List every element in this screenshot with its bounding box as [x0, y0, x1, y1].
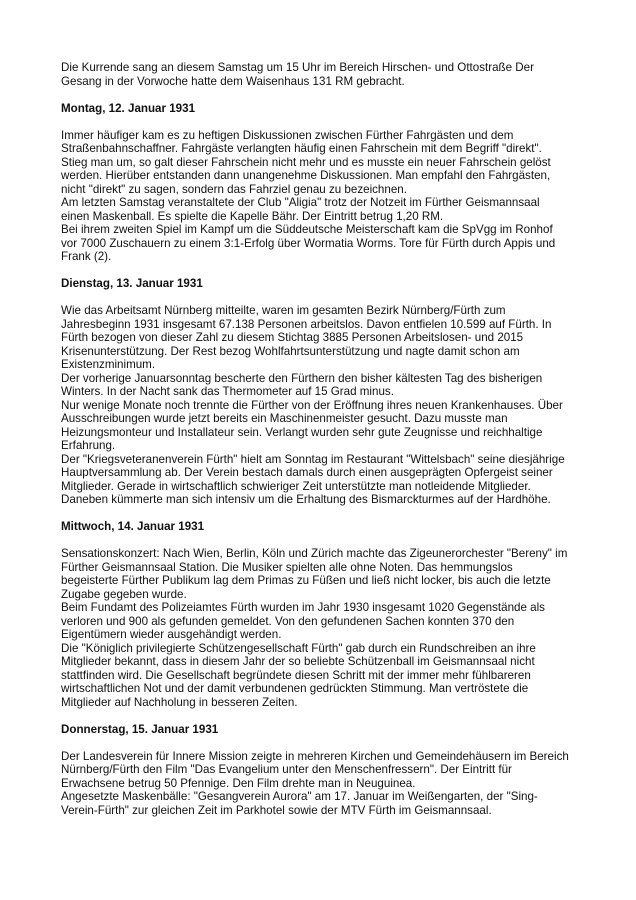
text-line: einen Maskenball. Es spielte die Kapelle Bähr. Der Eintritt betrug 1,20 RM. — [61, 209, 444, 223]
text-line: Stieg man um, so galt dieser Fahrschein nicht mehr und es musste ein neuer Fahrschein gelöst — [61, 155, 551, 169]
text-line: Gesang in der Vorwoche hatte dem Waisenhaus 131 RM gebracht. — [61, 74, 405, 88]
text-line: Mitglieder auf Nachholung in besseren Zeiten. — [61, 695, 298, 709]
text-line: Eigentümern wieder ausgehändigt werden. — [61, 628, 282, 641]
blank-line — [61, 88, 601, 102]
text-line: Ausschreibungen wurde jetzt bereits ein Maschinenmeister gesucht. Dazu musste man — [61, 412, 508, 425]
text-line: Frank (2). — [61, 250, 112, 263]
text-line: Existenzminimum. — [61, 358, 156, 371]
text-line: Erwachsene betrug 50 Pfennige. Den Film drehte man in Neuguinea. — [61, 776, 416, 790]
text-line: Heizungsmonteur und Installateur sein. Verlangt wurden sehr gute Zeugnisse und reichhaltige — [61, 425, 543, 439]
text-line: Krisenunterstützung. Der Rest bezog Wohlfahrtsunterstützung und nagte damit schon am — [61, 344, 520, 358]
text-line: Fürther Geismannsaal Station. Die Musiker spielten alle ohne Noten. Das hemmungslos — [61, 560, 513, 574]
text-line: vor 7000 Zuschauern zu einem 3:1-Erfolg über Wormatia Worms. Tore für Fürth durch Appis und — [61, 236, 556, 250]
text-line: Wie das Arbeitsamt Nürnberg mitteilte, waren im gesamten Bezirk Nürnberg/Fürth zum — [61, 304, 506, 317]
blank-line — [61, 115, 601, 129]
text-line: Der "Kriegsveteranenverein Fürth" hielt am Sonntag im Restaurant "Wittelsbach" seine diesjährige — [61, 452, 565, 466]
section-heading: Mittwoch, 14. Januar 1931 — [61, 520, 205, 533]
text-line: Die "Königlich privilegierte Schützengesellschaft Fürth" gab durch ein Rundschreiben an ihre — [61, 641, 536, 655]
blank-line — [61, 736, 601, 750]
section-heading: Montag, 12. Januar 1931 — [61, 101, 196, 115]
text-line: Beim Fundamt des Polizeiamtes Fürth wurden im Jahr 1930 insgesamt 1020 Gegenstände als — [61, 601, 545, 614]
text-line: Zugabe gegeben wurde. — [61, 587, 187, 601]
blank-line — [61, 264, 601, 278]
section-heading: Dienstag, 13. Januar 1931 — [61, 277, 203, 290]
text-line: Winters. In der Nacht sank das Thermometer auf 15 Grad minus. — [61, 385, 394, 398]
text-line: werden. Hierüber entstanden dann unangenehme Diskussionen. Man empfahl den Fahrgästen, — [61, 169, 551, 182]
blank-line — [61, 709, 601, 723]
section-heading: Donnerstag, 15. Januar 1931 — [61, 722, 219, 736]
text-line: Der Landesverein für Innere Mission zeigte in mehreren Kirchen und Gemeindehäusern im Bereich — [61, 749, 569, 763]
text-line: Erfahrung. — [61, 439, 116, 452]
text-line: Straßenbahnschaffner. Fahrgäste verlangten häufig einen Fahrschein mit dem Begriff "direkt". — [61, 142, 542, 155]
text-line: nicht "direkt" zu sagen, sondern das Fahrziel genau zu bezeichnen. — [61, 182, 407, 196]
text-line: Nur wenige Monate noch trennte die Fürther von der Eröffnung ihres neuen Krankenhauses. Über — [61, 398, 563, 412]
text-line: Nürnberg/Fürth den Film "Das Evangelium unter den Menschenfressern". Der Eintritt für — [61, 763, 512, 776]
text-line: Daneben kümmerte man sich intensiv um die Erhaltung des Bismarckturmes auf der Hardhöhe. — [61, 493, 551, 506]
text-line: wirtschaftlichen Not und der damit verbundenen gedrückten Stimmung. Man vertröstete die — [61, 682, 529, 695]
text-line: Die Kurrende sang an diesem Samstag um 15 Uhr im Bereich Hirschen- und Ottostraße Der — [61, 61, 534, 74]
text-line: Verein-Fürth" zur gleichen Zeit im Parkhotel sowie der MTV Fürth im Geismannsaal. — [61, 803, 492, 817]
text-line: Sensationskonzert: Nach Wien, Berlin, Köln und Zürich machte das Zigeunerorchester "Bereny" im — [61, 547, 568, 560]
text-line: Mitglieder bekannt, dass in diesem Jahr der so beliebte Schützenball im Geismannsaal nicht — [61, 655, 535, 668]
blank-line — [61, 291, 601, 305]
text-line: Angesetzte Maskenbälle: "Gesangverein Aurora" am 17. Januar im Weißengarten, der "Sing- — [61, 790, 538, 803]
document-page — [61, 61, 601, 817]
text-line: verloren und 900 als gefunden gemeldet. Von den gefundenen Sachen konnten 370 den — [61, 614, 515, 628]
text-line: Hauptversammlung ab. Der Verein bestach damals durch einen ausgeprägten Opfergeist seiner — [61, 466, 553, 479]
text-line: stattfinden wird. Die Gesellschaft begründete diesen Schritt mit der immer mehr fühlbareren — [61, 668, 531, 682]
text-line: Bei ihrem zweiten Spiel im Kampf um die Süddeutsche Meisterschaft kam die SpVgg im Ronhof — [61, 223, 553, 236]
blank-line — [61, 534, 601, 548]
blank-line — [61, 507, 601, 521]
text-line: Immer häufiger kam es zu heftigen Diskussionen zwischen Fürther Fahrgästen und dem — [61, 128, 514, 142]
text-line: Jahresbeginn 1931 insgesamt 67.138 Personen arbeitslos. Davon entfielen 10.599 auf Fürth. In — [61, 317, 552, 331]
text-line: Der vorherige Januarsonntag bescherte den Fürthern den bisher kältesten Tag des bisherigen — [61, 371, 543, 385]
text-line: Am letzten Samstag veranstaltete der Club "Aligia" trotz der Notzeit im Fürther Geismannsaal — [61, 196, 540, 209]
text-line: begeisterte Fürther Publikum lag dem Primas zu Füßen und ließ nicht locker, bis auch die letzte — [61, 574, 551, 587]
text-line: Fürth bezogen von dieser Zahl zu diesem Stichtag 3885 Personen Arbeitslosen- und 2015 — [61, 331, 524, 344]
text-line: Mitglieder. Gerade in wirtschaftlich schwieriger Zeit unterstützte man notleidende Mitglieder. — [61, 479, 531, 493]
